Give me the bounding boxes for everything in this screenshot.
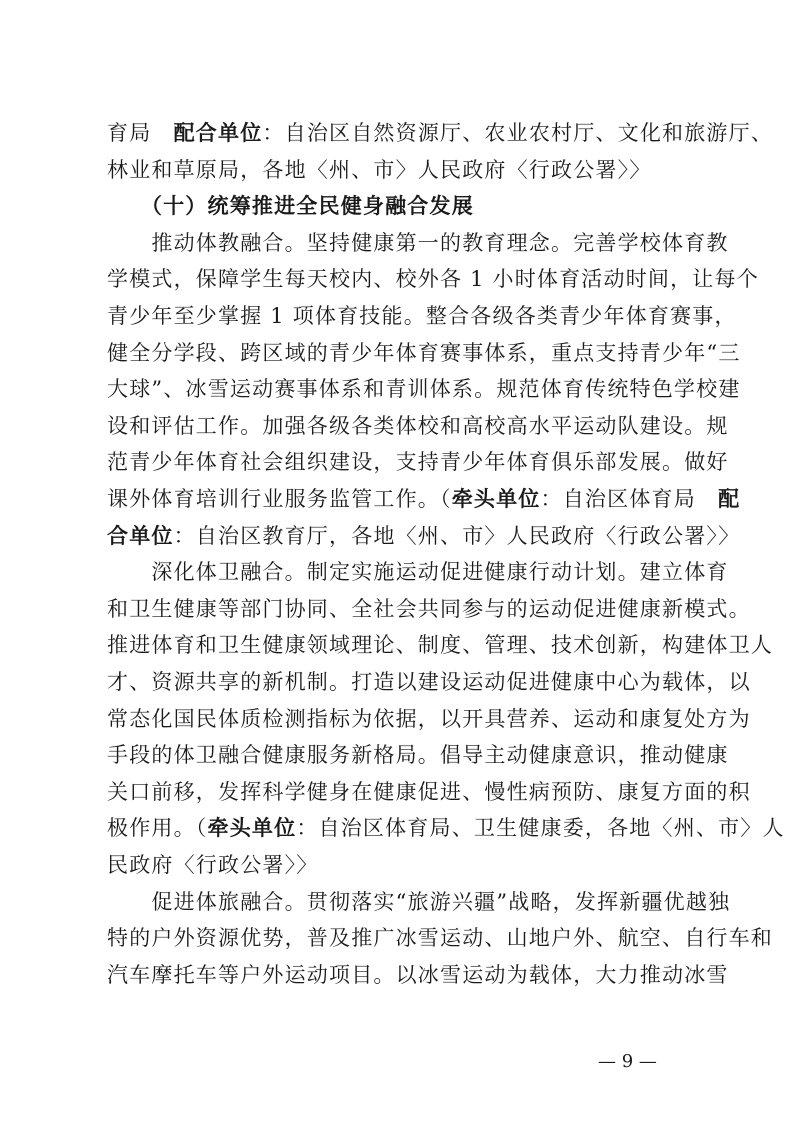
- text-line: [107, 338, 741, 368]
- text-line: [107, 850, 687, 880]
- text-line: [107, 521, 741, 551]
- text-line: [107, 704, 751, 734]
- text-run: 育局: [107, 121, 174, 145]
- bold-text-run: 合单位: [107, 522, 174, 548]
- text-run: 常态化国民体质检测指标为依据，以开具营养、运动和康复处方为: [107, 706, 751, 731]
- text-line: [107, 301, 737, 331]
- text-line: [107, 630, 773, 660]
- text-line: [107, 374, 741, 404]
- bold-text-run: 配合单位: [173, 120, 263, 145]
- text-run: 大球”、冰雪运动赛事体系和青训体系。规范体育传统特色学校建: [107, 377, 741, 402]
- text-run: 范青少年体育社会组织建设，支持青少年体育俱乐部发展。做好: [107, 450, 729, 475]
- text-line: [107, 228, 729, 258]
- text-run: 才、资源共享的新机制。打造以建设运动促进健康中心为载体，以: [107, 670, 751, 694]
- text-line: [107, 118, 774, 148]
- text-run: ：自治区体育局: [540, 487, 719, 511]
- text-line: [107, 557, 729, 587]
- text-line: [107, 411, 729, 441]
- text-run: 青少年至少掌握 1 项体育技能。整合各级各类青少年体育赛事，: [107, 304, 737, 328]
- text-run: 深化体卫融合。制定实施运动促进健康行动计划。建立体育: [107, 560, 729, 585]
- text-line: [107, 960, 729, 990]
- text-run: 课外体育培训行业服务监管工作。（: [107, 487, 452, 511]
- text-run: 手段的体卫融合健康服务新格局。倡导主动健康意识，推动健康: [107, 743, 729, 768]
- text-line: [107, 447, 729, 477]
- text-run: 极作用。（: [107, 816, 208, 841]
- text-line: [107, 740, 729, 770]
- text-line: [107, 191, 687, 221]
- text-line: [107, 777, 751, 807]
- text-run: 健全分学段、跨区域的青少年体育赛事体系，重点支持青少年“三: [107, 340, 741, 365]
- text-run: ：自治区教育厅，各地〈州、市〉人民政府〈行政公署〉〉: [173, 523, 741, 548]
- text-line: [107, 484, 741, 514]
- text-run: 设和评估工作。加强各级各类体校和高校高水平运动队建设。规: [107, 413, 729, 438]
- text-run: 学模式，保障学生每天校内、校外各 1 小时体育活动时间，让每个: [107, 267, 759, 292]
- text-run: 汽车摩托车等户外运动项目。以冰雪运动为载体，大力推动冰雪: [107, 962, 729, 987]
- bold-text-run: 配: [718, 486, 741, 511]
- page-number: — 9 —: [598, 1051, 657, 1072]
- text-run: 关口前移，发挥科学健身在健康促进、慢性病预防、康复方面的积: [107, 779, 751, 804]
- text-run: ：自治区自然资源厅、农业农村厅、文化和旅游厅、: [262, 121, 774, 145]
- text-run: 民政府〈行政公署〉〉: [107, 853, 319, 877]
- text-run: 和卫生健康等部门协同、全社会共同参与的运动促进健康新模式。: [107, 596, 751, 621]
- text-line: [107, 264, 759, 294]
- text-line: [107, 667, 751, 697]
- bold-text-run: 牵头单位: [451, 486, 541, 511]
- text-line: [107, 594, 751, 624]
- text-line: [107, 813, 785, 843]
- bold-text-run: （十）统筹推进全民健身融合发展: [107, 193, 474, 219]
- text-run: 林业和草原局，各地〈州、市〉人民政府〈行政公署〉〉: [107, 157, 652, 182]
- text-line: [107, 923, 773, 953]
- text-run: ：自治区体育局、卫生健康委，各地〈州、市〉人: [296, 816, 785, 841]
- bold-text-run: 牵头单位: [207, 815, 297, 841]
- text-run: 推动体教融合。坚持健康第一的教育理念。完善学校体育教: [107, 230, 729, 255]
- text-run: 特的户外资源优势，普及推广冰雪运动、山地户外、航空、自行车和: [107, 926, 773, 951]
- text-run: 促进体旅融合。贯彻落实“旅游兴疆”战略，发挥新疆优越独: [107, 889, 731, 914]
- text-line: [107, 887, 731, 917]
- text-line: [107, 155, 687, 185]
- text-run: 推进体育和卫生健康领域理论、制度、管理、技术创新，构建体卫人: [107, 633, 773, 658]
